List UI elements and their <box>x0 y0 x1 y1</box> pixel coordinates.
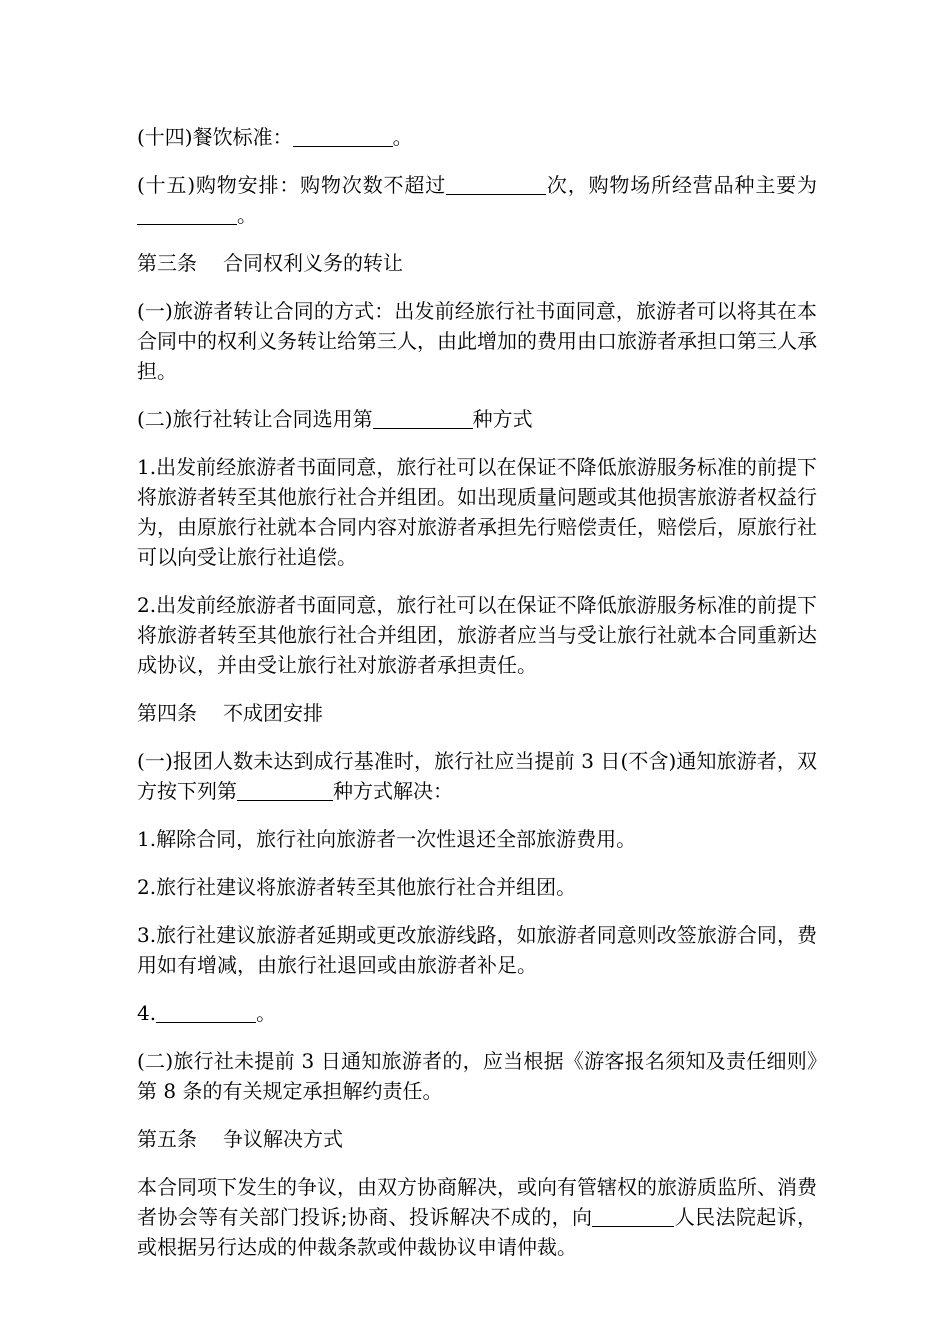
article-4-clause-2: (二)旅行社未提前 3 日通知旅游者的，应当根据《游客报名须知及责任细则》第 8 条的有关规定承担解约责任。 <box>137 1049 817 1103</box>
contract-page <box>137 122 817 1280</box>
blank-field[interactable] <box>446 172 546 195</box>
article-3-clause-2: (二)旅行社转让合同选用第 种方式 <box>137 407 533 431</box>
article-4-option-3: 3.旅行社建议旅游者延期或更改旅游线路，如旅游者同意则改签旅游合同，费用如有增减，由旅行社退回或由旅游者补足。 <box>137 923 817 977</box>
blank-field[interactable] <box>592 1204 652 1227</box>
article-4-option-1: 1.解除合同，旅行社向旅游者一次性退还全部旅游费用。 <box>137 827 637 851</box>
article-4-heading: 第四条 不成团安排 <box>137 701 323 725</box>
article-3-heading: 第三条 合同权利义务的转让 <box>137 251 403 275</box>
article-5-heading: 第五条 争议解决方式 <box>137 1127 343 1151</box>
blank-field[interactable] <box>156 1000 256 1023</box>
article-3-clause-1: (一)旅游者转让合同的方式：出发前经旅行社书面同意，旅游者可以将其在本合同中的权利义务转让给第三人，由此增加的费用由口旅游者承担口第三人承担。 <box>137 299 817 383</box>
blank-field-continued[interactable] <box>652 1204 674 1227</box>
blank-field[interactable] <box>237 778 333 801</box>
article-3-option-1: 1.出发前经旅游者书面同意，旅行社可以在保证不降低旅游服务标准的前提下将旅游者转至其他旅行社合并组团。如出现质量问题或其他损害旅游者权益行为，由原旅行社就本合同内容对旅游者承担先行赔偿责任，赔偿后，原旅行社可以向受让旅行社追偿。 <box>137 455 817 569</box>
blank-field[interactable] <box>293 124 393 147</box>
article-4-clause-1: (一)报团人数未达到成行基准时，旅行社应当提前 3 日(不含)通知旅游者，双方按下列第 种方式解决： <box>137 749 817 803</box>
item-15-shopping: (十五)购物安排：购物次数不超过 次，购物场所经营品种主要为。 <box>137 173 817 227</box>
article-4-option-4: 4. 。 <box>137 1001 277 1025</box>
article-5-body: 本合同项下发生的争议，由双方协商解决，或向有管辖权的旅游质监所、消费者协会等有关部门投诉;协商、投诉解决不成的，向 人民法院起诉，或根据另行达成的仲裁条款或仲裁协议申请仲裁。 <box>137 1175 817 1259</box>
blank-field[interactable] <box>137 202 237 225</box>
item-14-dining-standard: (十四)餐饮标准： 。 <box>137 125 413 149</box>
article-3-option-2: 2.出发前经旅游者书面同意，旅行社可以在保证不降低旅游服务标准的前提下将旅游者转至其他旅行社合并组团，旅游者应当与受让旅行社就本合同重新达成协议，并由受让旅行社对旅游者承担责任。 <box>137 593 817 677</box>
article-4-option-2: 2.旅行社建议将旅游者转至其他旅行社合并组团。 <box>137 875 577 899</box>
blank-field[interactable] <box>373 406 473 429</box>
